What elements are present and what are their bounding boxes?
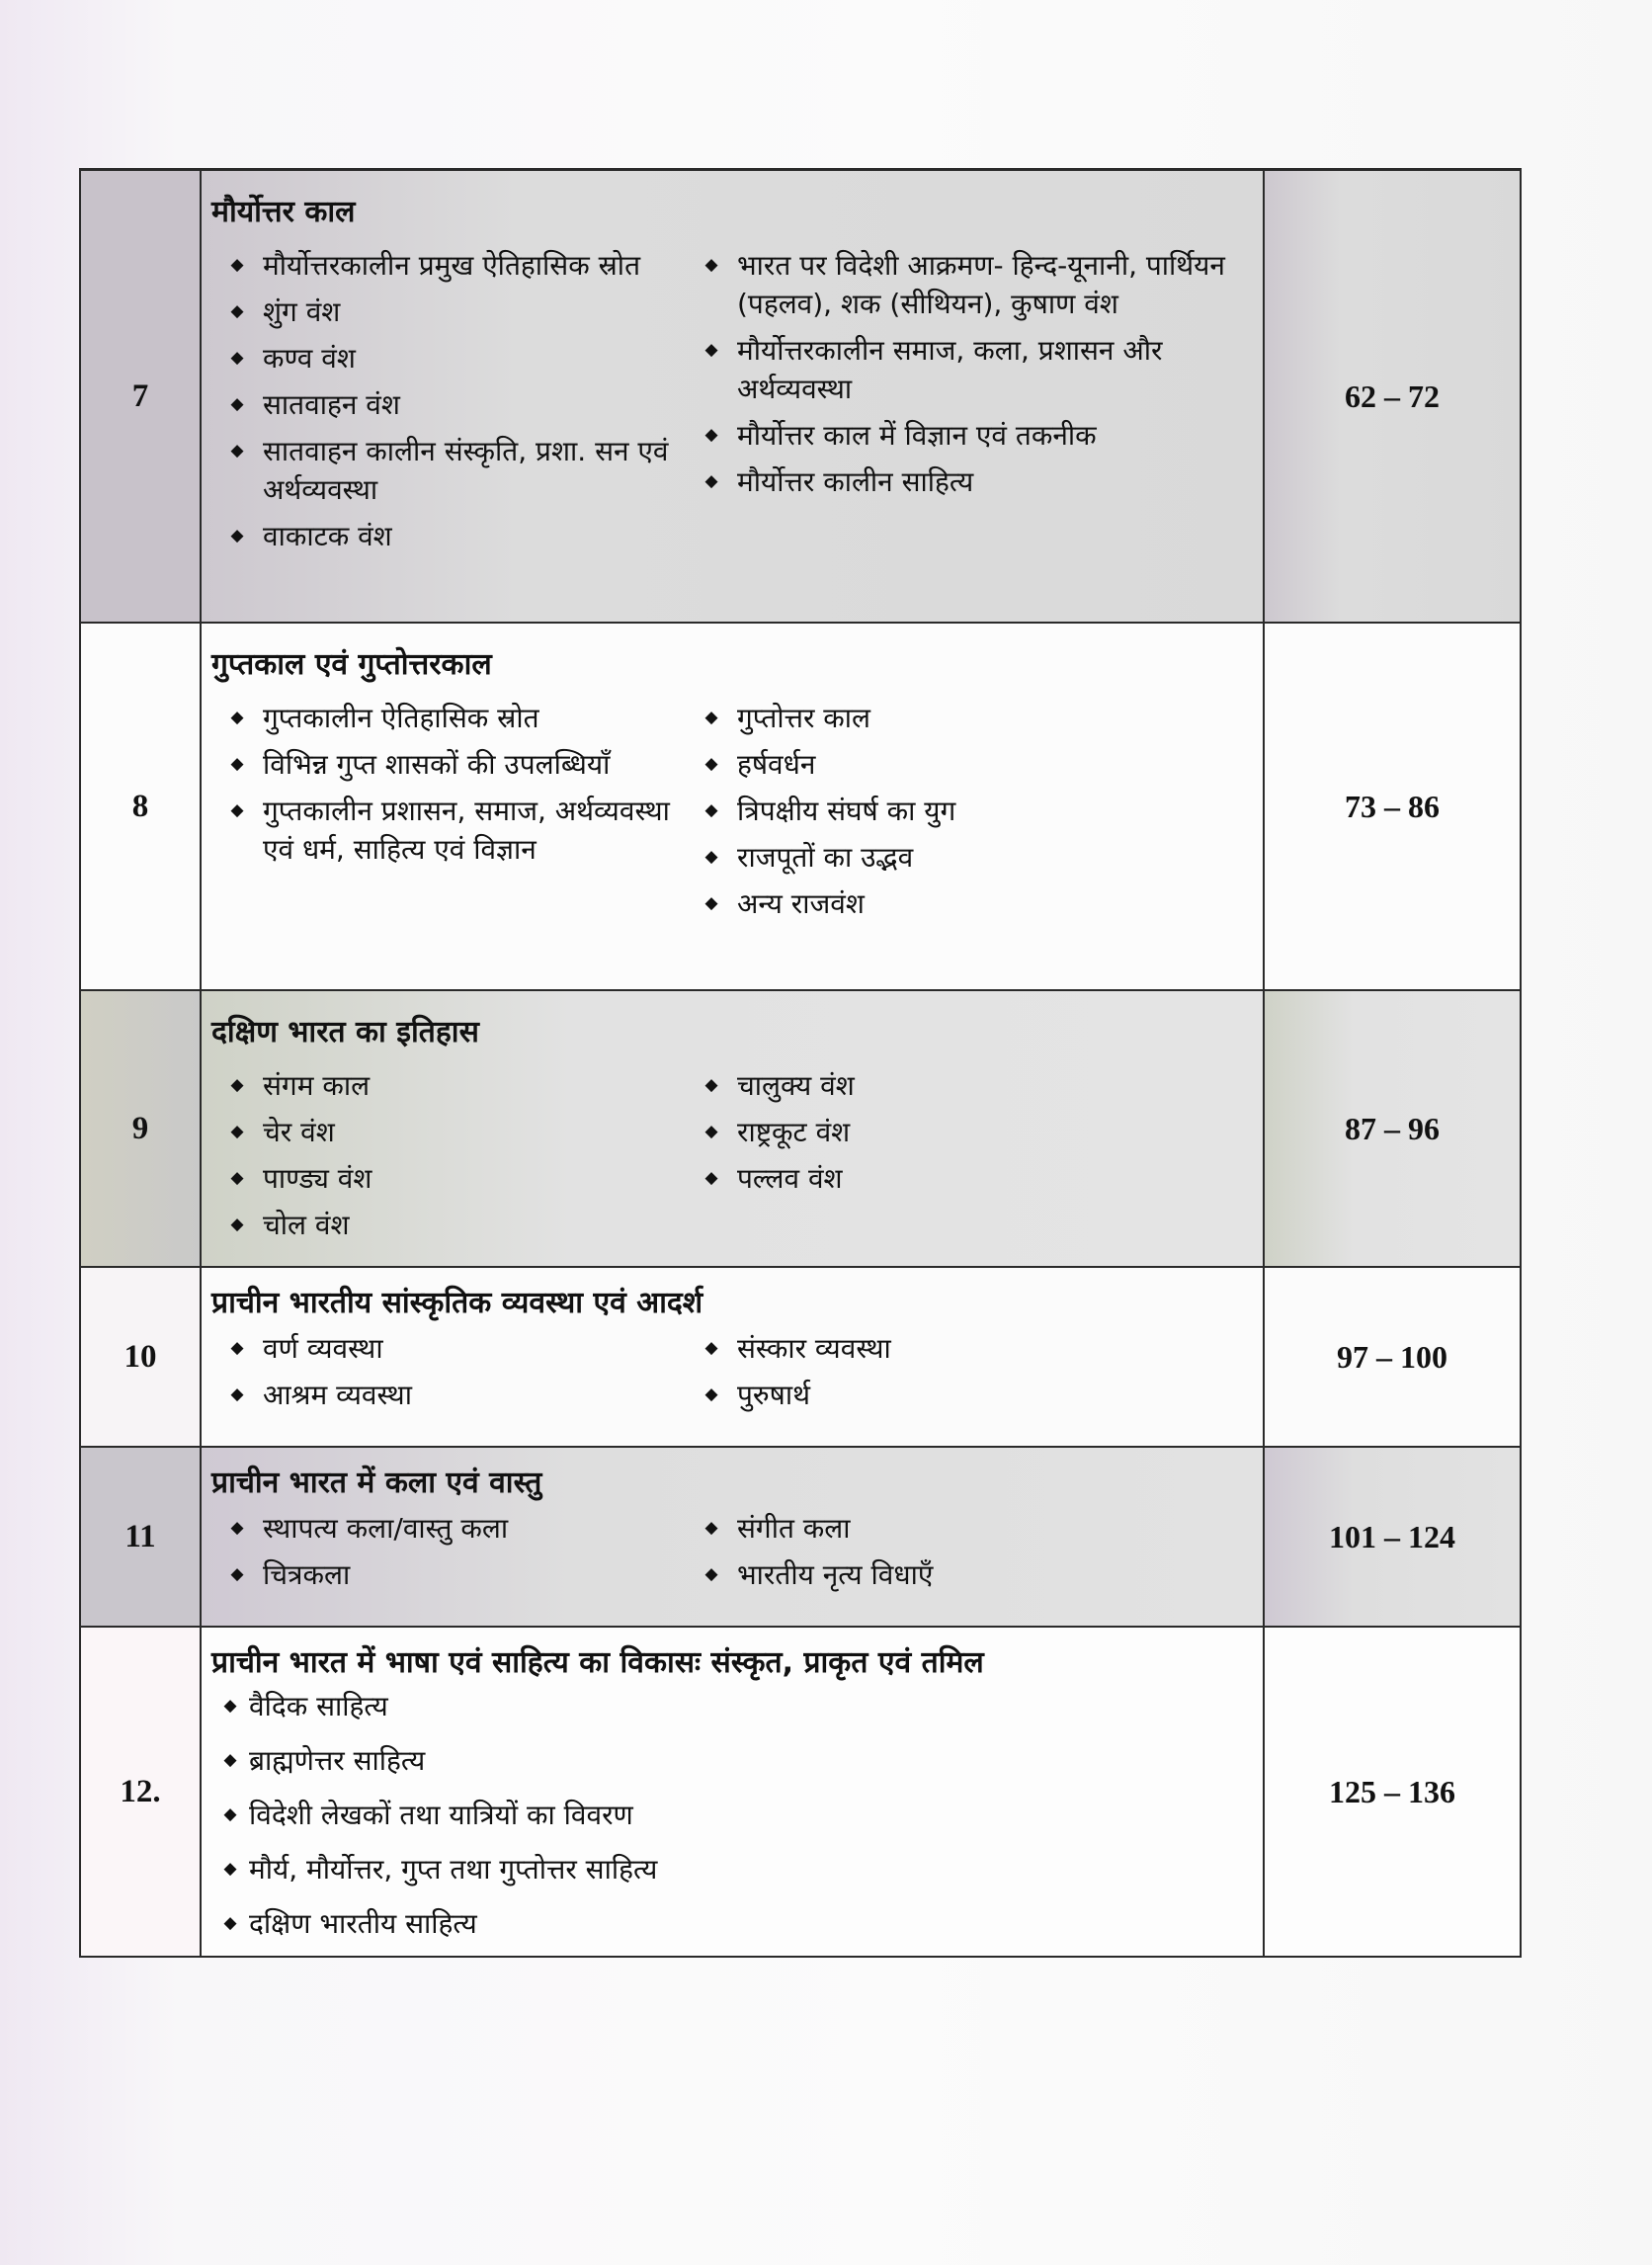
diamond-bullet-icon: ◆ (230, 1564, 244, 1584)
list-item: ◆ मौर्योत्तरकालीन समाज, कला, प्रशासन और अर्थव्यवस्था (686, 331, 1253, 408)
list-item: ◆ गुप्तकालीन प्रशासन, समाज, अर्थव्यवस्था एवं धर्म, साहित्य एवं विज्ञान (211, 792, 686, 869)
chapter-row-9 (81, 991, 1520, 1268)
list-item: ◆ शुंग वंश (211, 293, 686, 331)
list-item: ◆ चालुक्य वंश (686, 1066, 1253, 1105)
chapter-pages: 62 – 72 (1265, 171, 1520, 622)
topic-list-right (686, 699, 1253, 931)
list-item: ◆ पल्लव वंश (686, 1159, 1253, 1198)
list-item: ◆ वर्ण व्यवस्था (211, 1329, 686, 1368)
chapter-content (202, 624, 1265, 989)
diamond-bullet-icon: ◆ (230, 800, 244, 820)
list-item: ◆ विभिन्न गुप्त शासकों की उपलब्धियाँ (211, 745, 686, 784)
list-item: ◆ मौर्योत्तर कालीन साहित्य (686, 462, 1253, 501)
diamond-bullet-icon: ◆ (230, 348, 244, 368)
diamond-bullet-icon: ◆ (704, 1518, 718, 1538)
diamond-bullet-icon: ◆ (704, 800, 718, 820)
list-item: ◆ गुप्तकालीन ऐतिहासिक स्रोत (211, 699, 686, 737)
diamond-bullet-icon: ◆ (223, 1750, 237, 1770)
topic-list (211, 1687, 1253, 1943)
chapter-content (202, 171, 1265, 622)
chapter-row-10 (81, 1268, 1520, 1448)
chapter-content (202, 1448, 1265, 1626)
topic-list-right (686, 1066, 1253, 1252)
list-item: ◆ पाण्ड्य वंश (211, 1159, 686, 1198)
diamond-bullet-icon: ◆ (223, 1859, 237, 1879)
list-item: ◆ वाकाटक वंश (211, 517, 686, 555)
list-item: ◆ चोल वंश (211, 1206, 686, 1244)
contents-table (79, 168, 1522, 1958)
chapter-row-8 (81, 624, 1520, 991)
diamond-bullet-icon: ◆ (704, 1122, 718, 1141)
chapter-content (202, 1628, 1265, 1956)
diamond-bullet-icon: ◆ (704, 847, 718, 867)
topic-list-right (686, 1329, 1253, 1422)
diamond-bullet-icon: ◆ (704, 1564, 718, 1584)
chapter-title: दक्षिण भारत का इतिहास (211, 1015, 479, 1049)
chapter-title: प्राचीन भारत में कला एवं वास्तु (211, 1466, 542, 1500)
diamond-bullet-icon: ◆ (230, 708, 244, 727)
topic-list-right (686, 1509, 1253, 1602)
list-item: ◆ गुप्तोत्तर काल (686, 699, 1253, 737)
topic-list-left (211, 246, 686, 563)
topic-list-right (686, 246, 1253, 563)
diamond-bullet-icon: ◆ (223, 1913, 237, 1933)
diamond-bullet-icon: ◆ (704, 1168, 718, 1188)
chapter-title: मौर्योत्तर काल (211, 195, 356, 229)
chapter-row-12 (81, 1628, 1520, 1956)
chapter-number: 10 (81, 1268, 202, 1446)
list-item: ◆ चेर वंश (211, 1113, 686, 1151)
diamond-bullet-icon: ◆ (704, 471, 718, 491)
list-item: ◆ मौर्योत्तरकालीन प्रमुख ऐतिहासिक स्रोत (211, 246, 686, 285)
list-item: ◆ चित्रकला (211, 1555, 686, 1594)
list-item: ◆ संस्कार व्यवस्था (686, 1329, 1253, 1368)
diamond-bullet-icon: ◆ (230, 1338, 244, 1358)
chapter-number: 12. (81, 1628, 202, 1956)
list-item: ◆ संगीत कला (686, 1509, 1253, 1548)
list-item: ◆ त्रिपक्षीय संघर्ष का युग (686, 792, 1253, 830)
list-item: ◆ संगम काल (211, 1066, 686, 1105)
diamond-bullet-icon: ◆ (230, 394, 244, 414)
list-item: ◆ मौर्योत्तर काल में विज्ञान एवं तकनीक (686, 416, 1253, 455)
diamond-bullet-icon: ◆ (704, 425, 718, 445)
diamond-bullet-icon: ◆ (704, 893, 718, 913)
list-item: ◆ आश्रम व्यवस्था (211, 1376, 686, 1414)
topic-list-left (211, 1066, 686, 1252)
diamond-bullet-icon: ◆ (230, 1168, 244, 1188)
chapter-number: 7 (81, 171, 202, 622)
topic-list-left (211, 1329, 686, 1422)
diamond-bullet-icon: ◆ (223, 1804, 237, 1824)
list-item: ◆ राजपूतों का उद्भव (686, 838, 1253, 877)
chapter-title: प्राचीन भारतीय सांस्कृतिक व्यवस्था एवं आदर्श (211, 1286, 703, 1320)
diamond-bullet-icon: ◆ (230, 754, 244, 774)
chapter-pages: 97 – 100 (1265, 1268, 1520, 1446)
chapter-pages: 101 – 124 (1265, 1448, 1520, 1626)
list-item: ◆ भारत पर विदेशी आक्रमण- हिन्द-यूनानी, पार्थियन (पहलव), शक (सीथियन), कुषाण वंश (686, 246, 1253, 323)
list-item: ◆ सातवाहन कालीन संस्कृति, प्रशा. सन एवं अर्थव्यवस्था (211, 432, 686, 509)
diamond-bullet-icon: ◆ (704, 1384, 718, 1404)
diamond-bullet-icon: ◆ (223, 1696, 237, 1716)
chapter-number: 8 (81, 624, 202, 989)
chapter-number: 11 (81, 1448, 202, 1626)
list-item: ◆ राष्ट्रकूट वंश (686, 1113, 1253, 1151)
list-item: ◆ पुरुषार्थ (686, 1376, 1253, 1414)
chapter-title: गुप्तकाल एवं गुप्तोत्तरकाल (211, 647, 492, 682)
list-item: ◆ हर्षवर्धन (686, 745, 1253, 784)
chapter-row-11 (81, 1448, 1520, 1628)
diamond-bullet-icon: ◆ (230, 1075, 244, 1095)
list-item: ◆ भारतीय नृत्य विधाएँ (686, 1555, 1253, 1594)
diamond-bullet-icon: ◆ (230, 526, 244, 545)
list-item: ◆ दक्षिण भारतीय साहित्य (211, 1904, 1253, 1943)
list-item: ◆ मौर्य, मौर्योत्तर, गुप्त तथा गुप्तोत्तर साहित्य (211, 1850, 1253, 1888)
chapter-content (202, 991, 1265, 1266)
diamond-bullet-icon: ◆ (230, 1384, 244, 1404)
diamond-bullet-icon: ◆ (704, 708, 718, 727)
diamond-bullet-icon: ◆ (704, 1338, 718, 1358)
list-item: ◆ ब्राह्मणेत्तर साहित्य (211, 1741, 1253, 1780)
list-item: ◆ सातवाहन वंश (211, 385, 686, 424)
chapter-content (202, 1268, 1265, 1446)
list-item: ◆ वैदिक साहित्य (211, 1687, 1253, 1725)
diamond-bullet-icon: ◆ (230, 1122, 244, 1141)
diamond-bullet-icon: ◆ (704, 754, 718, 774)
topic-list-left (211, 1509, 686, 1602)
diamond-bullet-icon: ◆ (230, 255, 244, 275)
chapter-pages: 125 – 136 (1265, 1628, 1520, 1956)
diamond-bullet-icon: ◆ (704, 1075, 718, 1095)
chapter-pages: 73 – 86 (1265, 624, 1520, 989)
chapter-number: 9 (81, 991, 202, 1266)
chapter-title: प्राचीन भारत में भाषा एवं साहित्य का विकासः संस्कृत, प्राकृत एवं तमिल (211, 1645, 984, 1680)
diamond-bullet-icon: ◆ (704, 340, 718, 360)
diamond-bullet-icon: ◆ (704, 255, 718, 275)
list-item: ◆ स्थापत्य कला/वास्तु कला (211, 1509, 686, 1548)
diamond-bullet-icon: ◆ (230, 441, 244, 461)
topic-list-left (211, 699, 686, 931)
diamond-bullet-icon: ◆ (230, 1518, 244, 1538)
list-item: ◆ कण्व वंश (211, 339, 686, 378)
diamond-bullet-icon: ◆ (230, 1215, 244, 1234)
list-item: ◆ अन्य राजवंश (686, 884, 1253, 923)
chapter-pages: 87 – 96 (1265, 991, 1520, 1266)
chapter-row-7 (81, 171, 1520, 624)
list-item: ◆ विदेशी लेखकों तथा यात्रियों का विवरण (211, 1796, 1253, 1834)
diamond-bullet-icon: ◆ (230, 301, 244, 321)
